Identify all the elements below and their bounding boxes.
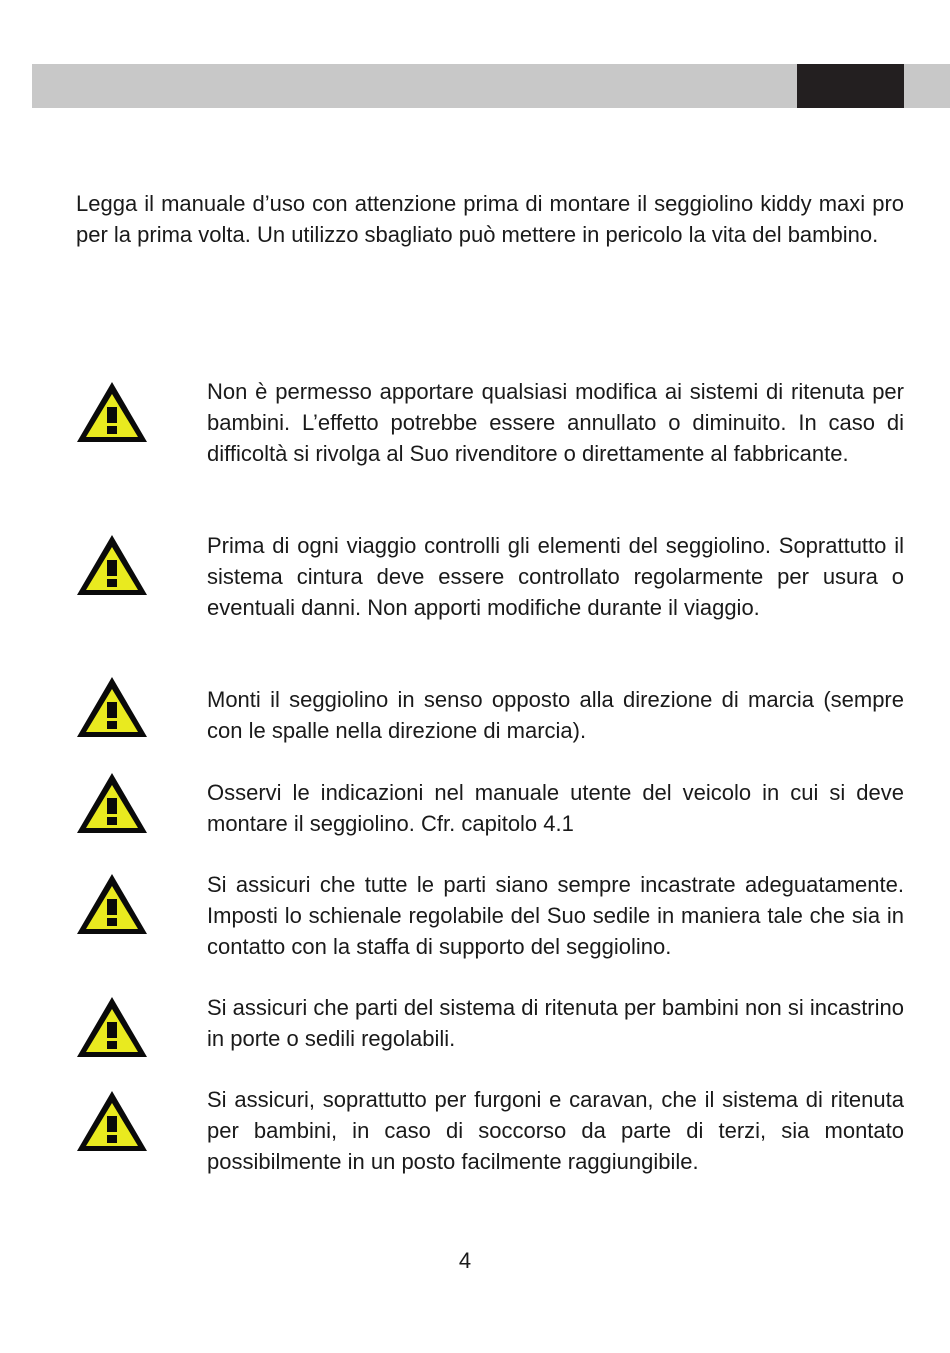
warning-triangle-icon xyxy=(76,771,148,835)
warning-triangle-icon xyxy=(76,533,148,597)
warning-text: Osservi le indicazioni nel manuale utente del veicolo in cui si deve montare il seggiolino. Cfr. capitolo 4.1 xyxy=(207,780,904,836)
warning-triangle-icon xyxy=(76,675,148,739)
warning-triangle-icon xyxy=(76,995,148,1059)
warning-text: Si assicuri, soprattutto per furgoni e caravan, che il sistema di ritenuta per bambini, in caso di soccorso da parte di terzi, sia montato possibilmente in un posto facilmente raggiungibile. xyxy=(207,1087,904,1174)
intro-paragraph: Legga il manuale d’uso con attenzione prima di montare il seggiolino kiddy maxi pro per la prima volta. Un utilizzo sbagliato può mettere in pericolo la vita del bambino. xyxy=(76,191,904,247)
warning-text: Si assicuri che parti del sistema di ritenuta per bambini non si incastrino in porte o sedili regolabili. xyxy=(207,995,904,1051)
warning-text: Si assicuri che tutte le parti siano sempre incastrate adeguatamente. Imposti lo schienale regolabile del Suo sedile in maniera tale che sia in contatto con la staffa di supporto del seggiolino. xyxy=(207,872,904,959)
warning-text: Prima di ogni viaggio controlli gli elementi del seggiolino. Soprattutto il sistema cintura deve essere controllato regolarmente per usura o eventuali danni. Non apporti modifiche durante il viaggio. xyxy=(207,533,904,620)
warning-triangle-icon xyxy=(76,872,148,936)
warning-triangle-icon xyxy=(76,1089,148,1153)
header-block xyxy=(797,64,904,108)
warning-text: Monti il seggiolino in senso opposto alla direzione di marcia (sempre con le spalle nella direzione di marcia). xyxy=(207,687,904,743)
warning-triangle-icon xyxy=(76,380,148,444)
page-number: 4 xyxy=(458,1248,472,1273)
warning-text: Non è permesso apportare qualsiasi modifica ai sistemi di ritenuta per bambini. L’effetto potrebbe essere annullato o diminuito. In caso di difficoltà si rivolga al Suo rivenditore o direttamente al fabbricante. xyxy=(207,379,904,466)
